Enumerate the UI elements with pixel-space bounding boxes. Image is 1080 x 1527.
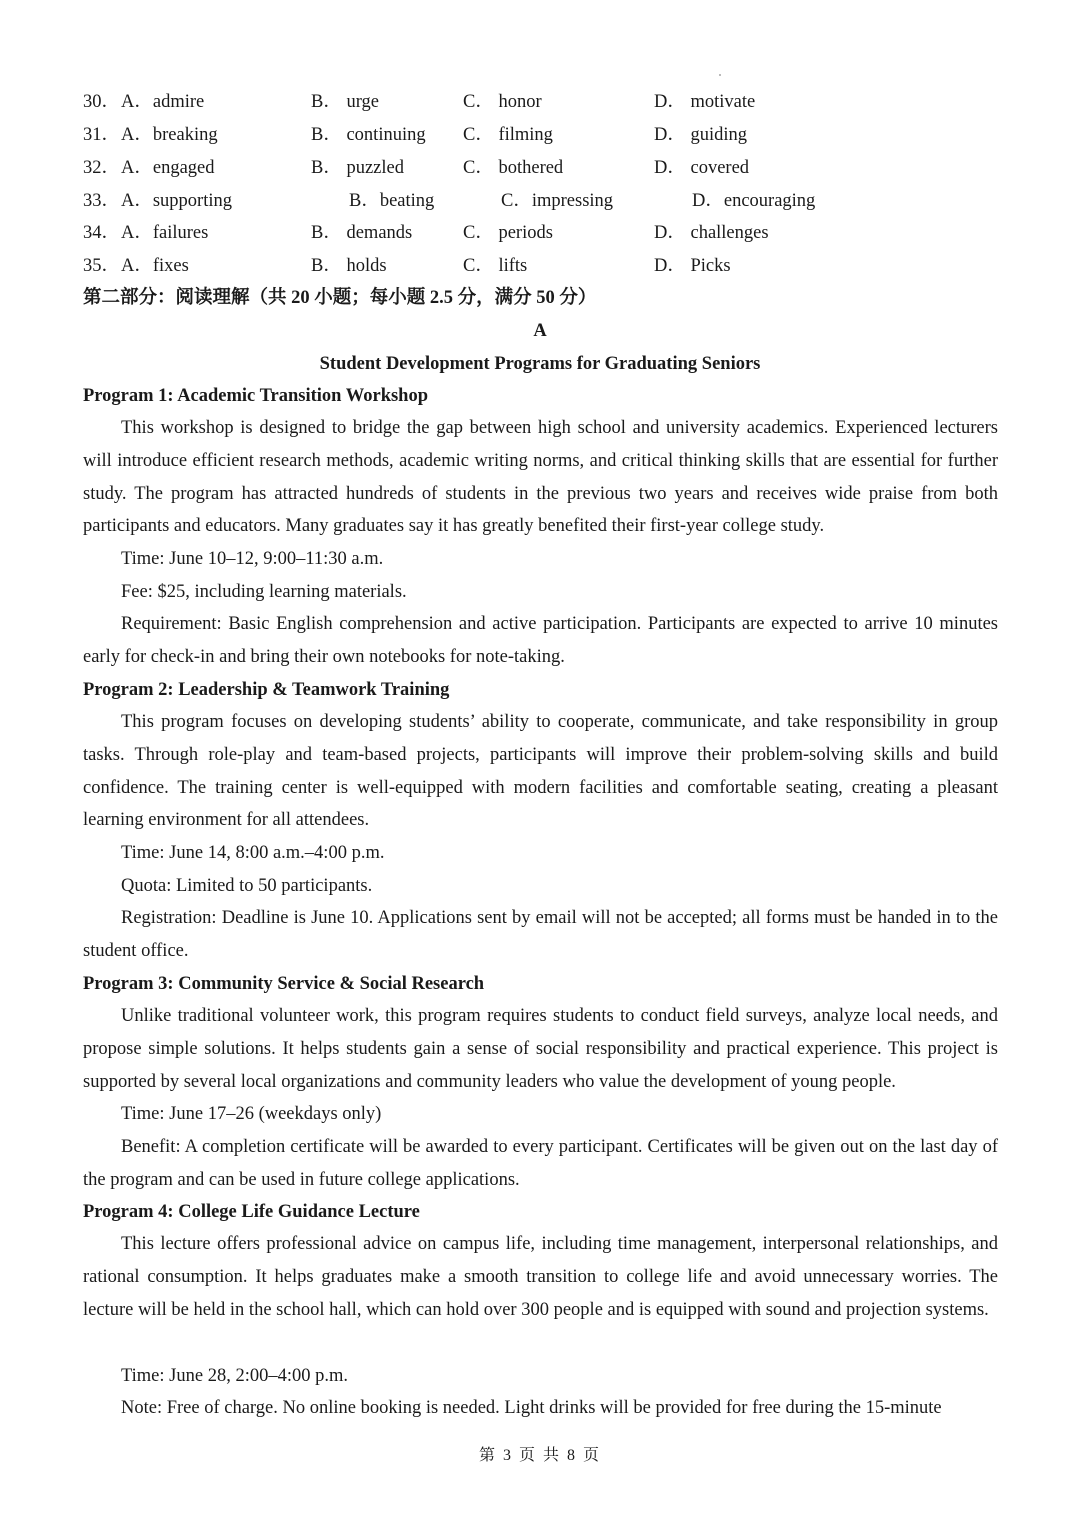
program-1-requirement: Requirement: Basic English comprehension and active participation. Participants are expected to arrive 10 minutes early for check-in and bring their own notebooks for note-taking. — [83, 614, 998, 667]
option-c: C． bothered — [463, 158, 564, 178]
option-a: A．supporting — [121, 191, 233, 211]
option-d: D． guiding — [654, 125, 748, 145]
option-d: D． covered — [654, 158, 750, 178]
program-3-description: Unlike traditional volunteer work, this program requires students to conduct field surveys, analyze local needs, and propose simple solutions. It helps students gain a sense of social responsibility and practical experience. This project is supported by several local organizations and community leaders who value the development of young people. — [83, 1006, 998, 1092]
program-1-title: Program 1: Academic Transition Workshop — [83, 386, 429, 406]
option-d: D．encouraging — [692, 191, 816, 211]
option-a: A．engaged — [121, 158, 215, 178]
option-c: C． honor — [463, 92, 542, 112]
option-b: B． urge — [311, 92, 380, 112]
option-d: D． challenges — [654, 223, 769, 243]
program-2-title: Program 2: Leadership & Teamwork Training — [83, 680, 450, 700]
option-d: D． motivate — [654, 92, 756, 112]
option-c: C．impressing — [501, 191, 614, 211]
passage-title: Student Development Programs for Graduating Seniors — [319, 354, 761, 374]
option-c: C． lifts — [463, 256, 528, 276]
option-a: A．fixes — [121, 256, 189, 276]
speck — [719, 74, 721, 76]
option-a: A．breaking — [121, 125, 218, 145]
option-c: C． periods — [463, 223, 553, 243]
program-4-note: Note: Free of charge. No online booking is needed. Light drinks will be provided for free during the 15-minute — [121, 1398, 942, 1418]
passage-letter: A — [533, 321, 547, 341]
section-title: 第二部分：阅读理解（共 20 小题；每小题 2.5 分，满分 50 分） — [83, 288, 597, 308]
option-c: C． filming — [463, 125, 553, 145]
question-number: 33． — [83, 191, 121, 211]
question-number: 32． — [83, 158, 121, 178]
program-4-description: This lecture offers professional advice on campus life, including time management, interpersonal relationships, and rational consumption. It helps graduates make a smooth transition to college life and avoid unnecessary worries. The lecture will be held in the school hall, which can hold over 300 people and is equipped with sound and projection systems. — [83, 1234, 998, 1320]
option-b: B． holds — [311, 256, 387, 276]
page-footer: 第 3 页 共 8 页 — [478, 1447, 601, 1464]
program-2-time: Time: June 14, 8:00 a.m.–4:00 p.m. — [121, 843, 385, 863]
question-number: 30． — [83, 92, 121, 112]
program-2-registration: Registration: Deadline is June 10. Applications sent by email will not be accepted; all forms must be handed in to the student office. — [83, 908, 998, 961]
option-b: B．beating — [349, 191, 435, 211]
program-4-title: Program 4: College Life Guidance Lecture — [83, 1202, 420, 1222]
option-a: A．admire — [121, 92, 205, 112]
option-a: A．failures — [121, 223, 209, 243]
program-4-time: Time: June 28, 2:00–4:00 p.m. — [121, 1366, 348, 1386]
program-1-fee: Fee: $25, including learning materials. — [121, 582, 407, 602]
program-1-time: Time: June 10–12, 9:00–11:30 a.m. — [121, 549, 384, 569]
option-b: B． continuing — [311, 125, 426, 145]
question-number: 31． — [83, 125, 121, 145]
program-3-time: Time: June 17–26 (weekdays only) — [121, 1104, 382, 1124]
question-number: 34． — [83, 223, 121, 243]
question-number: 35． — [83, 256, 121, 276]
option-d: D． Picks — [654, 256, 731, 276]
program-2-quota: Quota: Limited to 50 participants. — [121, 876, 373, 896]
program-3-benefit: Benefit: A completion certificate will be awarded to every participant. Certificates will be given out on the last day of the program and can be used in future college applications. — [83, 1137, 998, 1190]
program-2-description: This program focuses on developing students’ ability to cooperate, communicate, and take responsibility in group tasks. Through role-play and team-based projects, participants will improve their problem-solving skills and build confidence. The training center is well-equipped with modern facilities and comfortable seating, creating a pleasant learning environment for all attendees. — [83, 712, 998, 831]
program-1-description: This workshop is designed to bridge the gap between high school and university academics. Experienced lecturers will introduce efficient research methods, academic writing norms, and critical thinking skills that are essential for further study. The program has attracted hundreds of students in the previous two years and receives wide praise from both participants and educators. Many graduates say it has greatly benefited their first-year college study. — [83, 418, 998, 537]
program-3-title: Program 3: Community Service & Social Research — [83, 974, 485, 994]
option-b: B． puzzled — [311, 158, 404, 178]
option-b: B． demands — [311, 223, 413, 243]
